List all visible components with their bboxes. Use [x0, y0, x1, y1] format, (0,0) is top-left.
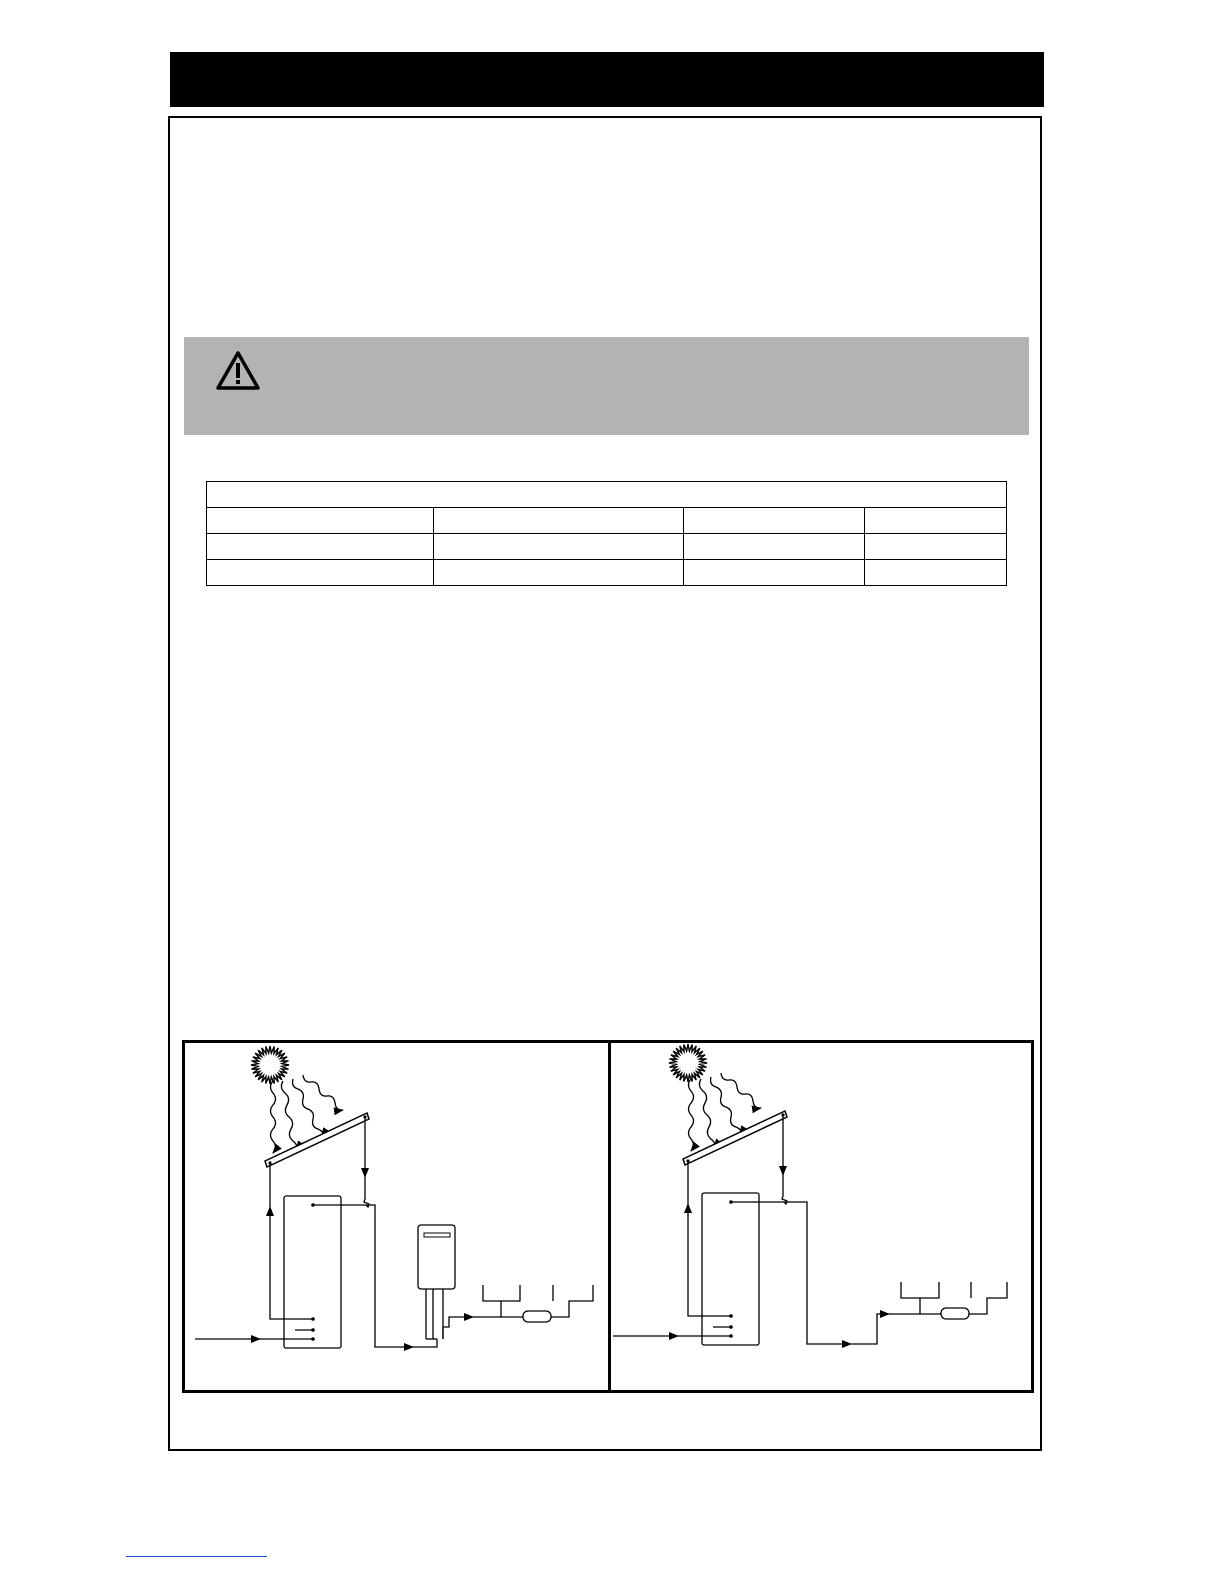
table-cell: [207, 534, 434, 560]
table-cell: [684, 508, 865, 534]
sun-icon: [251, 1046, 289, 1084]
solar-collector: [683, 1111, 787, 1165]
table-title: [207, 482, 1007, 508]
table-cell: [207, 560, 434, 586]
footer-link-underline[interactable]: [126, 1556, 267, 1557]
spec-table: [206, 481, 1007, 586]
solar-system-diagram-without-heater: [611, 1043, 1031, 1390]
table-cell: [865, 508, 1007, 534]
storage-tank: [284, 1196, 341, 1348]
sun-starburst: [251, 1046, 289, 1084]
fixtures: [473, 1285, 593, 1322]
table-title-row: [207, 482, 1007, 508]
table-cell: [865, 560, 1007, 586]
tankless-water-heater: [418, 1225, 473, 1339]
table-cell: [434, 560, 684, 586]
storage-tank: [702, 1193, 759, 1345]
fixtures: [889, 1282, 1007, 1319]
solar-collector: [265, 1113, 369, 1167]
warning-box: [184, 337, 1029, 435]
warning-triangle-icon: [214, 349, 262, 393]
section-header-bar: [170, 52, 1044, 107]
table-cell: [434, 534, 684, 560]
table-cell: [684, 560, 865, 586]
table-cell: [434, 508, 684, 534]
table-cell: [684, 534, 865, 560]
table-cell: [865, 534, 1007, 560]
sun-starburst: [669, 1044, 707, 1082]
sun-icon: [669, 1044, 707, 1082]
table-cell: [207, 508, 434, 534]
table-row: [207, 560, 1007, 586]
table-row: [207, 508, 1007, 534]
table-row: [207, 534, 1007, 560]
solar-system-diagram-with-heater: [185, 1043, 608, 1390]
